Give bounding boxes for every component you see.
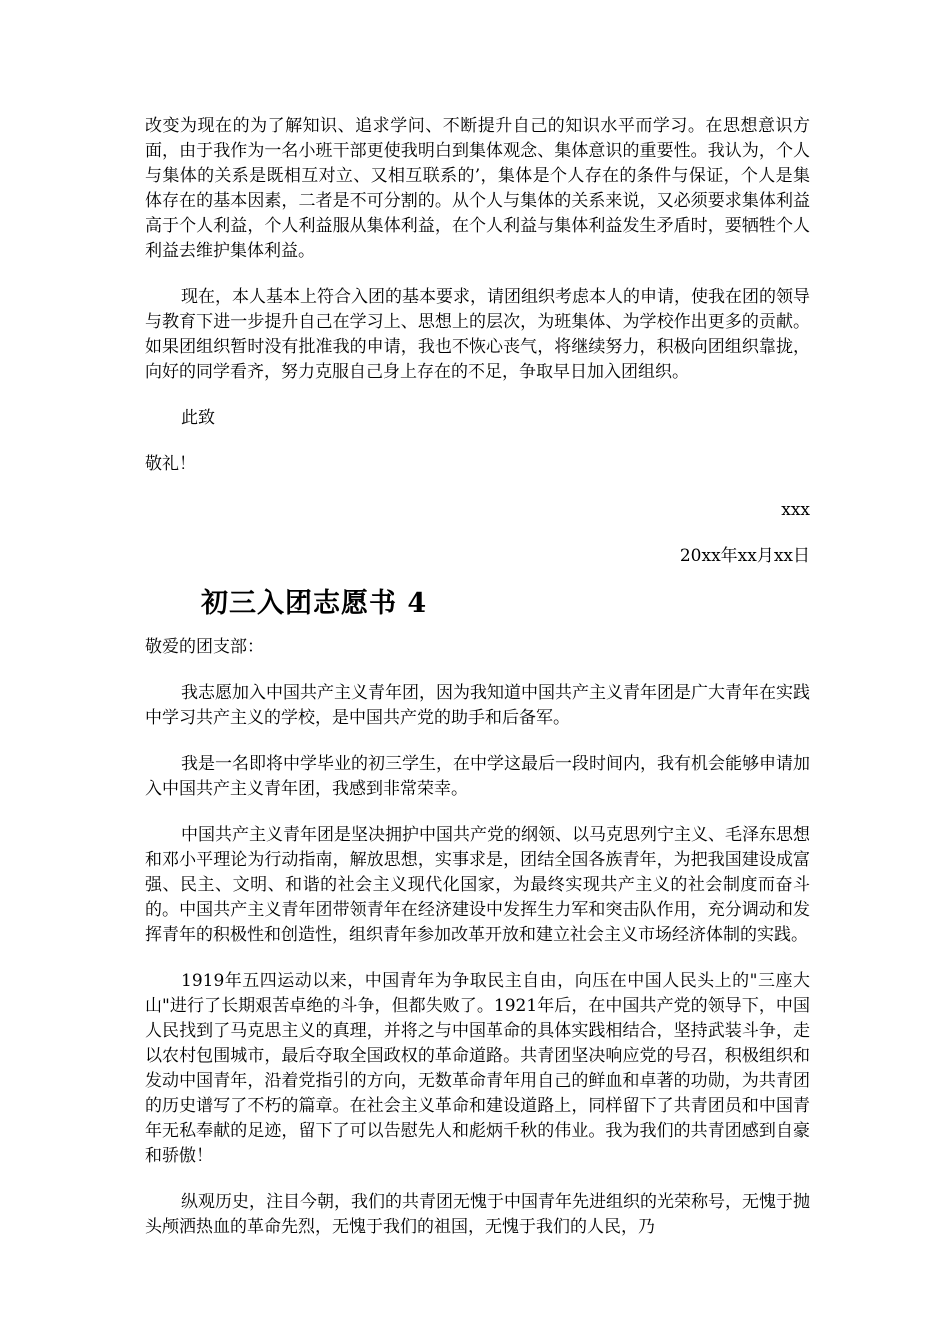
body-paragraph-3: 中国共产主义青年团是坚决拥护中国共产党的纲领、以马克思列宁主义、毛泽东思想和邓小平理论为行动指南，解放思想，实事求是，团结全国各族青年，为把我国建设成富强、民主、文明、和谐的社会主义现代化国家，为最终实现共产主义的社会制度而奋斗的。中国共产主义青年团带领青年在经济建设中发挥生力军和突击队作用，充分调动和发挥青年的积极性和创造性，组织青年参加改革开放和建立社会主义市场经济体制的实践。 (145, 825, 810, 945)
closing-line-2: 敬礼！ (145, 454, 196, 474)
section-title: 初三入团志愿书 4 (201, 588, 428, 619)
title-spacer (145, 569, 810, 584)
paragraph-spacer (145, 1169, 810, 1190)
body-paragraph-2: 我是一名即将中学毕业的初三学生，在中学这最后一段时间内，我有机会能够申请加入中国共产主义青年团，我感到非常荣幸。 (145, 754, 810, 799)
signature: xxx (781, 500, 810, 520)
body-paragraph-5: 纵观历史，注目今朝，我们的共青团无愧于中国青年先进组织的光荣称号，无愧于抛头颅洒热血的革命先烈，无愧于我们的祖国，无愧于我们的人民，乃 (145, 1192, 810, 1237)
closing-line-1: 此致 (181, 408, 215, 428)
paragraph-spacer (145, 948, 810, 969)
paragraph-spacer (145, 731, 810, 752)
body-paragraph-1: 我志愿加入中国共产主义青年团，因为我知道中国共产主义青年团是广大青年在实践中学习共产主义的学校，是中国共产党的助手和后备军。 (145, 683, 810, 728)
paragraph-spacer (145, 477, 810, 498)
paragraph-spacer (145, 802, 810, 823)
title-spacer (145, 624, 810, 635)
paragraph-continued: 改变为现在的为了解知识、追求学问、不断提升自己的知识水平而学习。在思想意识方面，由于我作为一名小班干部更使我明白到集体观念、集体意识的重要性。我认为，个人与集体的关系是既相互对立、又相互联系的’，集体是个人存在的条件与保证，个人是集体存在的基本因素，二者是不可分割的。从个人与集体的关系来说，又必须要求集体利益高于个人利益，个人利益服从集体利益，在个人利益与集体利益发生矛盾时，要牺牲个人利益去维护集体利益。 (145, 116, 810, 261)
paragraph-spacer (145, 385, 810, 406)
paragraph-spacer (145, 264, 810, 285)
body-paragraph-4: 1919年五四运动以来，中国青年为争取民主自由，向压在中国人民头上的"三座大山"进行了长期艰苦卓绝的斗争，但都失败了。1921年后，在中国共产党的领导下，中国人民找到了马克思主义的真理，并将之与中国革命的具体实践相结合，坚持武装斗争，走以农村包围城市，最后夺取全国政权的革命道路。共青团坚决响应党的号召，积极组织和发动中国青年，沿着党指引的方向，无数革命青年用自己的鲜血和卓著的功勋，为共青团的历史谱写了不朽的篇章。在社会主义革命和建设道路上，同样留下了共青团员和中国青年无私奉献的足迹，留下了可以告慰先人和彪炳千秋的伟业。我为我们的共青团感到自豪和骄傲！ (145, 971, 810, 1166)
salutation: 敬爱的团支部： (145, 637, 264, 657)
paragraph-spacer (145, 523, 810, 544)
date: 20xx年xx月xx日 (679, 546, 810, 566)
document-page (145, 114, 810, 1240)
paragraph-spacer (145, 660, 810, 681)
paragraph-spacer (145, 431, 810, 452)
paragraph-request: 现在，本人基本上符合入团的基本要求，请团组织考虑本人的申请，使我在团的领导与教育下进一步提升自己在学习上、思想上的层次，为班集体、为学校作出更多的贡献。如果团组织暂时没有批准我的申请，我也不恢心丧气，将继续努力，积极向团组织靠拢，向好的同学看齐，努力克服自己身上存在的不足，争取早日加入团组织。 (145, 287, 810, 382)
